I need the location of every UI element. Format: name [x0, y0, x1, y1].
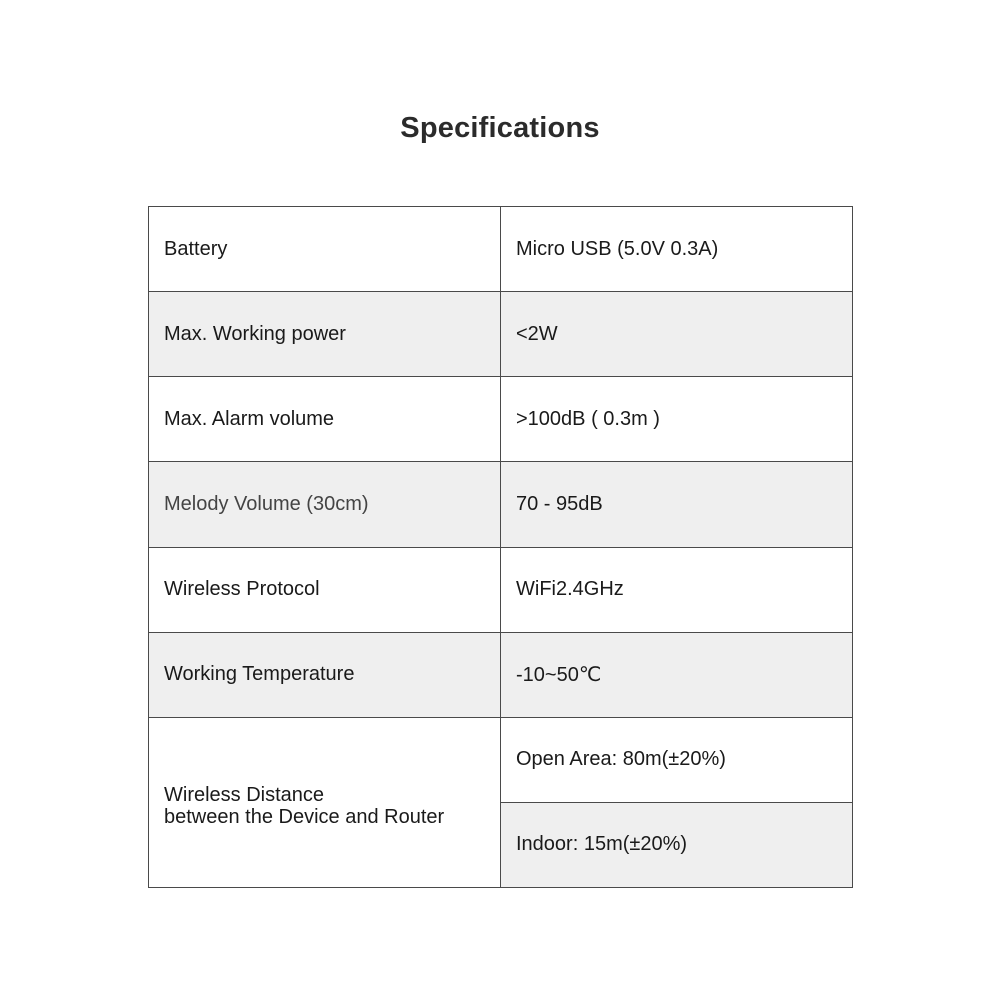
table-row [149, 377, 853, 462]
spec-label: Max. Alarm volume [149, 377, 501, 462]
spec-value: >100dB ( 0.3m ) [501, 377, 853, 462]
spec-label: Melody Volume (30cm) [149, 462, 501, 547]
spec-value-open-area: Open Area: 80m(±20%) [501, 717, 853, 802]
spec-label: Battery [149, 207, 501, 292]
spec-value-indoor: Indoor: 15m(±20%) [501, 802, 853, 887]
spec-value: <2W [501, 292, 853, 377]
table-row [149, 207, 853, 292]
spec-value: -10~50℃ [501, 632, 853, 717]
table-row [149, 462, 853, 547]
table-row [149, 632, 853, 717]
page-title: Specifications [400, 112, 600, 144]
wireless-distance-label-line1: Wireless Distance [164, 784, 325, 807]
spec-label: Wireless Protocol [149, 547, 501, 632]
table-row [149, 717, 853, 802]
table-row [149, 292, 853, 377]
spec-value: 70 - 95dB [501, 462, 853, 547]
table-row [149, 547, 853, 632]
wireless-distance-label-line2: between the Device and Router [164, 806, 445, 829]
spec-label-wireless-distance [149, 717, 501, 887]
spec-value: Micro USB (5.0V 0.3A) [501, 207, 853, 292]
spec-value: WiFi2.4GHz [501, 547, 853, 632]
spec-label: Working Temperature [149, 632, 501, 717]
spec-label: Max. Working power [149, 292, 501, 377]
specifications-table [148, 206, 853, 888]
